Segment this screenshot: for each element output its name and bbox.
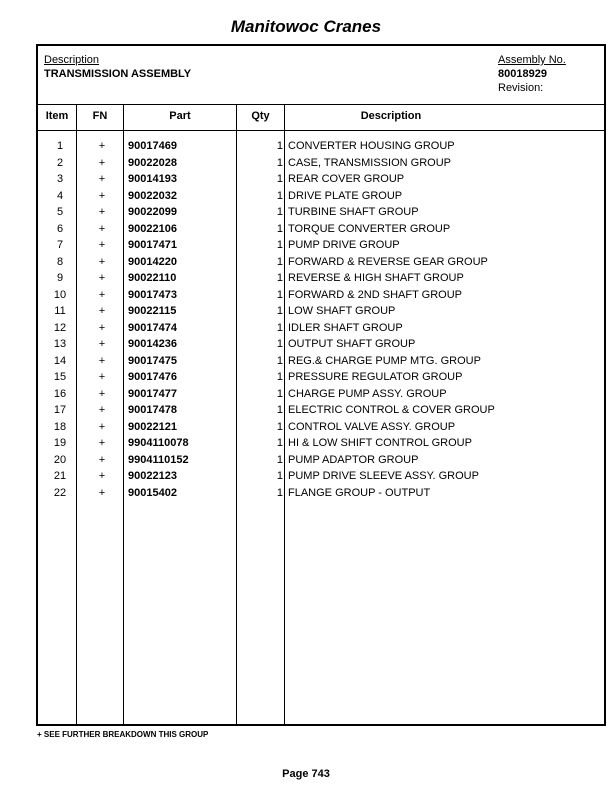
part-number-cell: 90022099 bbox=[128, 206, 177, 218]
description-cell: CONVERTER HOUSING GROUP bbox=[288, 140, 455, 152]
part-number-cell: 90017476 bbox=[128, 371, 177, 383]
description-cell: CONTROL VALVE ASSY. GROUP bbox=[288, 420, 456, 433]
fn-cell: + bbox=[98, 338, 106, 350]
part-number-cell: 90022115 bbox=[128, 305, 177, 317]
column-header-fn: FN bbox=[92, 110, 108, 122]
description-cell: CASE, TRANSMISSION GROUP bbox=[288, 156, 451, 169]
fn-cell: + bbox=[98, 387, 106, 400]
part-number-cell: 90022123 bbox=[128, 470, 177, 482]
table-row bbox=[38, 204, 604, 221]
table-row bbox=[38, 287, 604, 304]
fn-cell: + bbox=[98, 272, 106, 284]
table-row bbox=[38, 138, 604, 155]
column-header-item: Item bbox=[45, 110, 69, 122]
description-cell: LOW SHAFT GROUP bbox=[288, 305, 396, 317]
fn-cell: + bbox=[98, 486, 106, 499]
table-row bbox=[38, 435, 604, 452]
column-header-qty: Qty bbox=[251, 110, 270, 122]
qty-cell: 1 bbox=[276, 156, 283, 169]
table-row bbox=[38, 419, 604, 436]
fn-cell: + bbox=[98, 354, 106, 367]
item-cell: 21 bbox=[53, 470, 67, 482]
table-row bbox=[38, 402, 604, 419]
part-number-cell: 90022032 bbox=[128, 189, 177, 202]
fn-cell: + bbox=[98, 371, 106, 383]
table-body bbox=[38, 138, 604, 501]
part-number-cell: 90017469 bbox=[128, 140, 177, 152]
qty-cell: 1 bbox=[276, 453, 283, 466]
table-row bbox=[38, 468, 604, 485]
description-cell: FORWARD & 2ND SHAFT GROUP bbox=[288, 288, 462, 301]
table-row bbox=[38, 369, 604, 386]
part-number-cell: 90017478 bbox=[128, 404, 177, 416]
fn-cell: + bbox=[98, 470, 106, 482]
fn-cell: + bbox=[98, 206, 106, 218]
part-number-cell: 90022106 bbox=[128, 222, 177, 235]
table-row bbox=[38, 336, 604, 353]
assembly-no: 80018929 bbox=[498, 68, 547, 80]
table-row bbox=[38, 485, 604, 502]
revision-label: Revision: bbox=[498, 82, 544, 94]
part-number-cell: 90022028 bbox=[128, 156, 177, 169]
fn-cell: + bbox=[98, 239, 106, 251]
fn-cell: + bbox=[98, 140, 106, 152]
qty-cell: 1 bbox=[276, 404, 283, 416]
column-header-part: Part bbox=[169, 110, 191, 122]
item-cell: 6 bbox=[56, 222, 64, 235]
item-cell: 11 bbox=[54, 305, 66, 317]
description-cell: PUMP DRIVE SLEEVE ASSY. GROUP bbox=[288, 470, 479, 482]
part-number-cell: 90014236 bbox=[128, 338, 177, 350]
fn-cell: + bbox=[98, 321, 106, 334]
item-cell: 22 bbox=[53, 486, 67, 499]
part-number-cell: 9904110078 bbox=[128, 437, 189, 449]
item-cell: 1 bbox=[56, 140, 64, 152]
table-row bbox=[38, 254, 604, 271]
part-number-cell: 90017477 bbox=[128, 387, 177, 400]
table-row bbox=[38, 270, 604, 287]
item-cell: 10 bbox=[53, 288, 67, 301]
description-cell: PRESSURE REGULATOR GROUP bbox=[288, 371, 463, 383]
description-cell: REAR COVER GROUP bbox=[288, 173, 405, 185]
table-row bbox=[38, 171, 604, 188]
item-cell: 12 bbox=[53, 321, 67, 334]
description-label: Description bbox=[44, 54, 100, 66]
description-cell: TORQUE CONVERTER GROUP bbox=[288, 222, 451, 235]
item-cell: 3 bbox=[56, 173, 64, 185]
footnote: + SEE FURTHER BREAKDOWN THIS GROUP bbox=[37, 730, 209, 739]
qty-cell: 1 bbox=[276, 437, 283, 449]
column-header-description: Description bbox=[360, 110, 422, 122]
qty-cell: 1 bbox=[276, 420, 283, 433]
part-number-cell: 9904110152 bbox=[128, 453, 189, 466]
qty-cell: 1 bbox=[276, 338, 283, 350]
description-cell: TURBINE SHAFT GROUP bbox=[288, 206, 419, 218]
description-cell: HI & LOW SHIFT CONTROL GROUP bbox=[288, 437, 472, 449]
table-row bbox=[38, 155, 604, 172]
item-cell: 4 bbox=[56, 189, 64, 202]
item-cell: 2 bbox=[56, 156, 64, 169]
fn-cell: + bbox=[98, 173, 106, 185]
fn-cell: + bbox=[98, 156, 106, 169]
qty-cell: 1 bbox=[276, 140, 283, 152]
part-number-cell: 90017474 bbox=[128, 321, 177, 334]
description-cell: PUMP DRIVE GROUP bbox=[288, 239, 400, 251]
qty-cell: 1 bbox=[276, 255, 283, 268]
item-cell: 17 bbox=[53, 404, 67, 416]
part-number-cell: 90022121 bbox=[128, 420, 177, 433]
item-cell: 14 bbox=[53, 354, 67, 367]
qty-cell: 1 bbox=[276, 354, 283, 367]
table-row bbox=[38, 237, 604, 254]
fn-cell: + bbox=[98, 453, 106, 466]
item-cell: 9 bbox=[56, 272, 64, 284]
fn-cell: + bbox=[98, 189, 106, 202]
qty-cell: 1 bbox=[276, 239, 283, 251]
table-row bbox=[38, 320, 604, 337]
part-number-cell: 90014193 bbox=[128, 173, 177, 185]
part-number-cell: 90015402 bbox=[128, 486, 177, 499]
page-title: Manitowoc Cranes bbox=[230, 17, 382, 36]
item-cell: 16 bbox=[53, 387, 67, 400]
fn-cell: + bbox=[98, 404, 106, 416]
item-cell: 19 bbox=[53, 437, 67, 449]
description-cell: FORWARD & REVERSE GEAR GROUP bbox=[288, 255, 488, 268]
qty-cell: 1 bbox=[276, 222, 283, 235]
item-cell: 5 bbox=[56, 206, 64, 218]
table-row bbox=[38, 188, 604, 205]
part-number-cell: 90022110 bbox=[128, 272, 177, 284]
qty-cell: 1 bbox=[276, 305, 283, 317]
qty-cell: 1 bbox=[276, 272, 283, 284]
part-number-cell: 90017473 bbox=[128, 288, 177, 301]
description-cell: DRIVE PLATE GROUP bbox=[288, 189, 403, 202]
qty-cell: 1 bbox=[276, 189, 283, 202]
qty-cell: 1 bbox=[276, 387, 283, 400]
assembly-no-label: Assembly No. bbox=[498, 54, 566, 66]
description-cell: CHARGE PUMP ASSY. GROUP bbox=[288, 387, 447, 400]
fn-cell: + bbox=[98, 305, 106, 317]
assembly-description: TRANSMISSION ASSEMBLY bbox=[44, 68, 192, 80]
fn-cell: + bbox=[98, 288, 106, 301]
table-row bbox=[38, 452, 604, 469]
qty-cell: 1 bbox=[276, 321, 283, 334]
item-cell: 20 bbox=[53, 453, 67, 466]
parts-table bbox=[36, 44, 606, 726]
part-number-cell: 90014220 bbox=[128, 255, 177, 268]
qty-cell: 1 bbox=[276, 470, 283, 482]
item-cell: 18 bbox=[53, 420, 67, 433]
table-row bbox=[38, 386, 604, 403]
item-cell: 7 bbox=[56, 239, 64, 251]
fn-cell: + bbox=[98, 420, 106, 433]
qty-cell: 1 bbox=[276, 206, 283, 218]
description-cell: FLANGE GROUP - OUTPUT bbox=[288, 486, 431, 499]
fn-cell: + bbox=[98, 437, 106, 449]
table-row bbox=[38, 221, 604, 238]
fn-cell: + bbox=[98, 222, 106, 235]
description-cell: IDLER SHAFT GROUP bbox=[288, 321, 403, 334]
fn-cell: + bbox=[98, 255, 106, 268]
table-row bbox=[38, 303, 604, 320]
description-cell: OUTPUT SHAFT GROUP bbox=[288, 338, 416, 350]
qty-cell: 1 bbox=[276, 173, 283, 185]
qty-cell: 1 bbox=[276, 288, 283, 301]
page-number: Page 743 bbox=[282, 768, 330, 780]
qty-cell: 1 bbox=[276, 486, 283, 499]
part-number-cell: 90017475 bbox=[128, 354, 177, 367]
qty-cell: 1 bbox=[276, 371, 283, 383]
item-cell: 13 bbox=[53, 338, 67, 350]
item-cell: 15 bbox=[53, 371, 67, 383]
item-cell: 8 bbox=[56, 255, 64, 268]
description-cell: ELECTRIC CONTROL & COVER GROUP bbox=[288, 404, 495, 416]
description-cell: REVERSE & HIGH SHAFT GROUP bbox=[288, 272, 464, 284]
description-cell: REG.& CHARGE PUMP MTG. GROUP bbox=[288, 354, 481, 367]
description-cell: PUMP ADAPTOR GROUP bbox=[288, 453, 419, 466]
part-number-cell: 90017471 bbox=[128, 239, 177, 251]
table-row bbox=[38, 353, 604, 370]
